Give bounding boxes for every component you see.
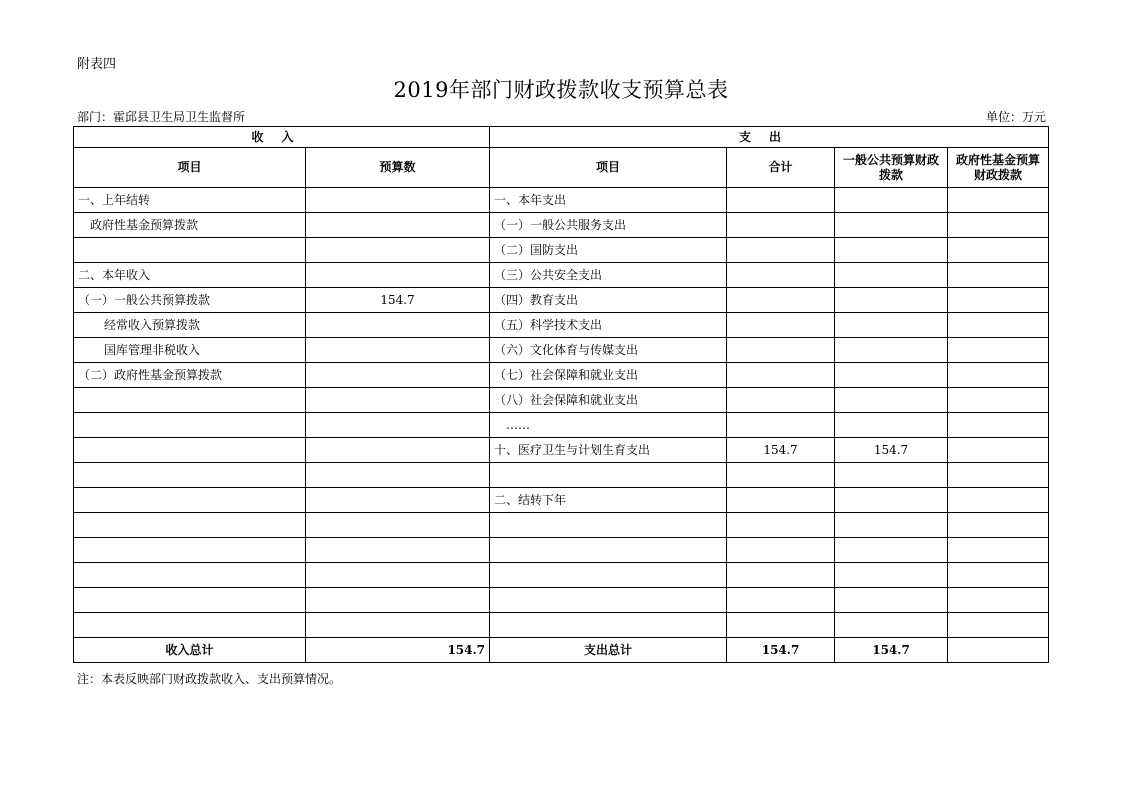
expense-fund-cell <box>948 588 1049 613</box>
expense-fund-cell <box>948 388 1049 413</box>
general-budget-header: 一般公共预算财政拨款 <box>835 148 948 188</box>
income-section-header: 收入 <box>74 127 490 148</box>
income-item-cell: 经常收入预算拨款 <box>74 313 306 338</box>
income-item-cell <box>74 463 306 488</box>
income-item-cell: 二、本年收入 <box>74 263 306 288</box>
income-amount-cell <box>306 238 490 263</box>
expense-item-cell <box>490 613 727 638</box>
table-row <box>74 263 1049 288</box>
expense-general-cell: 154.7 <box>835 438 948 463</box>
expense-general-cell <box>835 413 948 438</box>
expense-item-cell: 二、结转下年 <box>490 488 727 513</box>
table-row <box>74 563 1049 588</box>
expense-item-cell <box>490 513 727 538</box>
expense-fund-cell <box>948 238 1049 263</box>
page-title: 2019年部门财政拨款收支预算总表 <box>393 78 729 102</box>
expense-total-cell <box>727 563 835 588</box>
expense-general-cell <box>835 288 948 313</box>
income-item-cell <box>74 413 306 438</box>
table-row <box>74 313 1049 338</box>
expense-fund-cell <box>948 463 1049 488</box>
expense-fund-cell <box>948 188 1049 213</box>
expense-fund-cell <box>948 488 1049 513</box>
expense-total-cell <box>727 388 835 413</box>
expense-general-cell <box>835 588 948 613</box>
table-row <box>74 488 1049 513</box>
expense-general-cell <box>835 338 948 363</box>
table-row <box>74 538 1049 563</box>
income-amount-cell <box>306 263 490 288</box>
expense-item-cell <box>490 588 727 613</box>
expense-item-cell: （二）国防支出 <box>490 238 727 263</box>
income-amount-cell <box>306 613 490 638</box>
expense-general-cell <box>835 613 948 638</box>
footnote: 注：本表反映部门财政拨款收入、支出预算情况。 <box>77 672 342 686</box>
expense-fund-cell <box>948 613 1049 638</box>
income-item-cell: 一、上年结转 <box>74 188 306 213</box>
expense-fund-cell <box>948 313 1049 338</box>
expense-fund-cell <box>948 288 1049 313</box>
expense-total-cell: 154.7 <box>727 438 835 463</box>
table-row <box>74 388 1049 413</box>
expense-total-cell <box>727 238 835 263</box>
income-amount-cell <box>306 338 490 363</box>
expense-item-cell: 一、本年支出 <box>490 188 727 213</box>
totals-row <box>74 638 1049 663</box>
income-amount-cell <box>306 563 490 588</box>
income-amount-cell <box>306 538 490 563</box>
expense-total-cell <box>727 613 835 638</box>
table-row <box>74 588 1049 613</box>
income-item-cell <box>74 613 306 638</box>
table-row <box>74 438 1049 463</box>
income-item-cell: 政府性基金预算拨款 <box>74 213 306 238</box>
expense-fund-cell <box>948 413 1049 438</box>
income-amount-cell <box>306 588 490 613</box>
table-row <box>74 413 1049 438</box>
table-row <box>74 513 1049 538</box>
table-row <box>74 213 1049 238</box>
income-amount-cell <box>306 188 490 213</box>
expense-fund-cell <box>948 363 1049 388</box>
expense-total-cell <box>727 538 835 563</box>
income-item-cell <box>74 538 306 563</box>
income-item-cell <box>74 588 306 613</box>
expense-total-cell <box>727 513 835 538</box>
table-body <box>74 188 1049 638</box>
income-amount-cell <box>306 438 490 463</box>
expense-total-cell <box>727 363 835 388</box>
income-amount-cell <box>306 463 490 488</box>
income-item-cell <box>74 513 306 538</box>
expense-fund-cell <box>948 213 1049 238</box>
expense-fund-cell <box>948 563 1049 588</box>
expense-total-cell <box>727 313 835 338</box>
income-item-cell <box>74 238 306 263</box>
expense-general-cell <box>835 563 948 588</box>
income-item-cell <box>74 488 306 513</box>
expense-total-cell <box>727 413 835 438</box>
expense-general-cell <box>835 213 948 238</box>
income-amount-cell <box>306 513 490 538</box>
table-row <box>74 463 1049 488</box>
fund-budget-header: 政府性基金预算财政拨款 <box>948 148 1049 188</box>
expense-item-cell <box>490 463 727 488</box>
expense-item-cell: …… <box>490 413 727 438</box>
expense-total-label: 支出总计 <box>490 638 727 663</box>
income-item-cell: （二）政府性基金预算拨款 <box>74 363 306 388</box>
expense-general-cell <box>835 513 948 538</box>
expense-general-cell <box>835 263 948 288</box>
expense-general-cell <box>835 363 948 388</box>
table-row <box>74 338 1049 363</box>
table-row <box>74 188 1049 213</box>
income-amount-cell <box>306 313 490 338</box>
expense-fund-cell <box>948 338 1049 363</box>
table-row <box>74 613 1049 638</box>
expense-item-cell: （四）教育支出 <box>490 288 727 313</box>
annex-label: 附表四 <box>77 57 117 72</box>
expense-total-amount: 154.7 <box>727 638 835 663</box>
expense-item-cell <box>490 563 727 588</box>
expense-item-cell: 十、医疗卫生与计划生育支出 <box>490 438 727 463</box>
expense-item-cell: （八）社会保障和就业支出 <box>490 388 727 413</box>
expense-general-cell <box>835 313 948 338</box>
income-amount-cell <box>306 488 490 513</box>
expense-total-cell <box>727 463 835 488</box>
expense-section-header: 支出 <box>490 127 1049 148</box>
expense-item-cell: （七）社会保障和就业支出 <box>490 363 727 388</box>
section-header-row <box>74 127 1049 148</box>
table-row <box>74 363 1049 388</box>
expense-item-cell <box>490 538 727 563</box>
expense-fund-cell <box>948 538 1049 563</box>
income-total-amount: 154.7 <box>306 638 490 663</box>
budget-table <box>73 126 1049 663</box>
table-row <box>74 238 1049 263</box>
expense-general-cell <box>835 388 948 413</box>
expense-item-header: 项目 <box>490 148 727 188</box>
expense-general-total: 154.7 <box>835 638 948 663</box>
expense-item-cell: （五）科学技术支出 <box>490 313 727 338</box>
expense-fund-cell <box>948 438 1049 463</box>
expense-total-cell <box>727 263 835 288</box>
expense-total-cell <box>727 338 835 363</box>
income-item-header: 项目 <box>74 148 306 188</box>
income-amount-cell <box>306 413 490 438</box>
income-amount-cell: 154.7 <box>306 288 490 313</box>
income-item-cell <box>74 563 306 588</box>
department-label: 部门：霍邱县卫生局卫生监督所 <box>77 110 246 124</box>
expense-item-cell: （六）文化体育与传媒支出 <box>490 338 727 363</box>
expense-total-cell <box>727 488 835 513</box>
expense-total-cell <box>727 588 835 613</box>
expense-fund-cell <box>948 513 1049 538</box>
income-amount-header: 预算数 <box>306 148 490 188</box>
unit-label: 单位：万元 <box>985 110 1046 124</box>
expense-general-cell <box>835 538 948 563</box>
income-total-label: 收入总计 <box>74 638 306 663</box>
expense-item-cell: （一）一般公共服务支出 <box>490 213 727 238</box>
expense-fund-total <box>948 638 1049 663</box>
expense-general-cell <box>835 488 948 513</box>
expense-total-cell <box>727 213 835 238</box>
expense-general-cell <box>835 188 948 213</box>
expense-total-header: 合计 <box>727 148 835 188</box>
expense-general-cell <box>835 238 948 263</box>
income-amount-cell <box>306 213 490 238</box>
income-item-cell: 国库管理非税收入 <box>74 338 306 363</box>
table-row <box>74 288 1049 313</box>
expense-item-cell: （三）公共安全支出 <box>490 263 727 288</box>
income-amount-cell <box>306 363 490 388</box>
expense-fund-cell <box>948 263 1049 288</box>
column-header-row <box>74 148 1049 188</box>
expense-total-cell <box>727 188 835 213</box>
income-item-cell: （一）一般公共预算拨款 <box>74 288 306 313</box>
expense-total-cell <box>727 288 835 313</box>
income-amount-cell <box>306 388 490 413</box>
income-item-cell <box>74 438 306 463</box>
income-item-cell <box>74 388 306 413</box>
expense-general-cell <box>835 463 948 488</box>
